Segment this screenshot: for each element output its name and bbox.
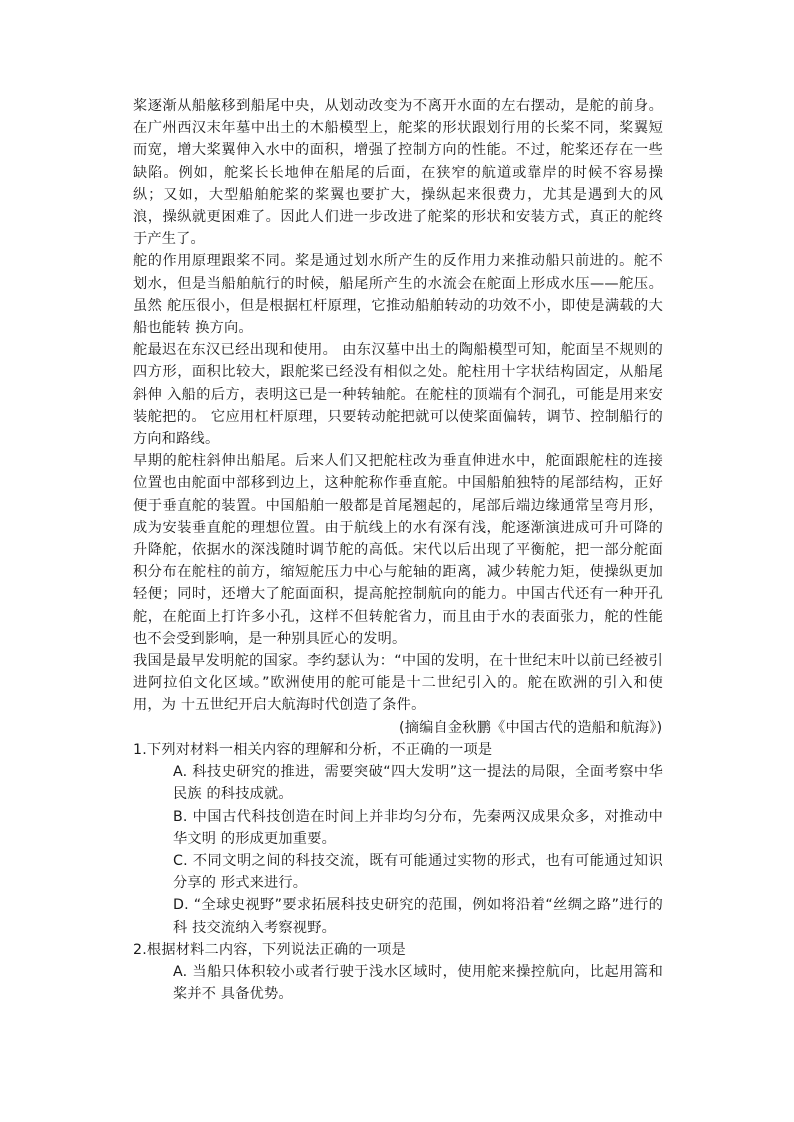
passage-paragraph-5: 我国是最早发明舵的国家。李约瑟认为：“中国的发明，在十世纪末叶以前已经被引 进阿拉伯文化区域。”欧洲使用的舵可能是十二世纪引入的。舵在欧洲的引入和使用，为 十五世纪开启大航海时代创造了条件。 xyxy=(133,653,663,714)
passage-paragraph-1: 桨逐渐从船舷移到船尾中央，从划动改变为不离开水面的左右摆动，是舵的前身。在广州西汉末年墓中出土的木船模型上，舵桨的形状跟划行用的长桨不同，桨翼短而宽，增大桨翼伸入水中的面积，增强了控制方向的性能。不过，舵桨还存在一些缺陷。例如，舵桨长长地伸在船尾的后面，在狭窄的航道或靠岸的时候不容易操纵；又如，大型船舶舵桨的桨翼也要扩大，操纵起来很费力，尤其是遇到大的风浪，操纵就更困难了。因此人们进一步改进了舵桨的形状和安装方式，真正的舵终于产生了。 xyxy=(133,98,663,248)
question-1-option-b: B. 中国古代科技创造在时间上并非均匀分布，先秦两汉成果众多，对推动中华文明 的形成更加重要。 xyxy=(173,808,663,847)
question-1 xyxy=(133,739,663,939)
passage-paragraph-4: 早期的舵柱斜伸出船尾。后来人们又把舵柱改为垂直伸进水中，舵面跟舵柱的连接 位置也由舵面中部移到边上，这种舵称作垂直舵。中国船舶独特的尾部结构，正好便于垂直舵的装置。中国船舶一般都是首尾翘起的，尾部后端边缘通常呈弯月形，成为安装垂直舵的理想位置。由于航线上的水有深有浅，舵逐渐演进成可升可降的升降舵，依据水的深浅随时调节舵的高低。宋代以后出现了平衡舵，把一部分舵面积分布在舵柱的前方，缩短舵压力中心与舵轴的距离，减少转舵力矩，使操纵更加轻便；同时，还增大了舵面面积，提高舵控制航向的能力。中国古代还有一种开孔舵，在舵面上打许多小孔，这样不但转舵省力，而且由于水的表面张力，舵的性能也不会受到影响，是一种别具匠心的发明。 xyxy=(133,453,663,647)
question-2-option-a: A. 当船只体积较小或者行驶于浅水区域时，使用舵来操控航向，比起用篙和桨并不 具备优势。 xyxy=(173,963,663,1003)
question-2 xyxy=(133,939,663,1006)
question-1-stem: 1.下列对材料一相关内容的理解和分析，不正确的一项是 xyxy=(133,741,493,758)
document-body xyxy=(133,95,663,1005)
passage-paragraph-2: 舵的作用原理跟桨不同。桨是通过划水所产生的反作用力来推动船只前进的。舵不 划水，但是当船舶航行的时候，船尾所产生的水流会在舵面上形成水压——舵压。虽然 舵压很小，但是根据杠杆原理，它推动船舶转动的功效不小，即使是满载的大船也能转 换方向。 xyxy=(133,253,663,337)
question-1-option-c: C. 不同文明之间的科技交流，既有可能通过实物的形式，也有可能通过知识分享的 形式来进行。 xyxy=(173,852,663,892)
question-1-option-a: A. 科技史研究的推进，需要突破“四大发明”这一提法的局限，全面考察中华民族 的科技成就。 xyxy=(173,764,663,803)
question-1-option-d: D. “全球史视野”要求拓展科技史研究的范围，例如将沿着“丝绸之路”进行的科 技交流纳入考察视野。 xyxy=(173,897,663,936)
passage-source-citation: (摘编自金秋鹏《中国古代的造船和航海》) xyxy=(399,719,663,736)
passage-paragraph-3: 舵最迟在东汉已经出现和使用。 由东汉墓中出土的陶船模型可知，舵面呈不规则的 四方形，面积比较大，跟舵桨已经没有相似之处。舵柱用十字状结构固定，从船尾斜伸 入船的后方，表明这已是一种转轴舵。在舵柱的顶端有个洞孔，可能是用来安装舵把的。 它应用杠杆原理，只要转动舵把就可以使桨面偏转，调节、控制船行的方向和路线。 xyxy=(133,342,663,448)
question-2-stem: 2.根据材料二内容，下列说法正确的一项是 xyxy=(133,941,406,958)
